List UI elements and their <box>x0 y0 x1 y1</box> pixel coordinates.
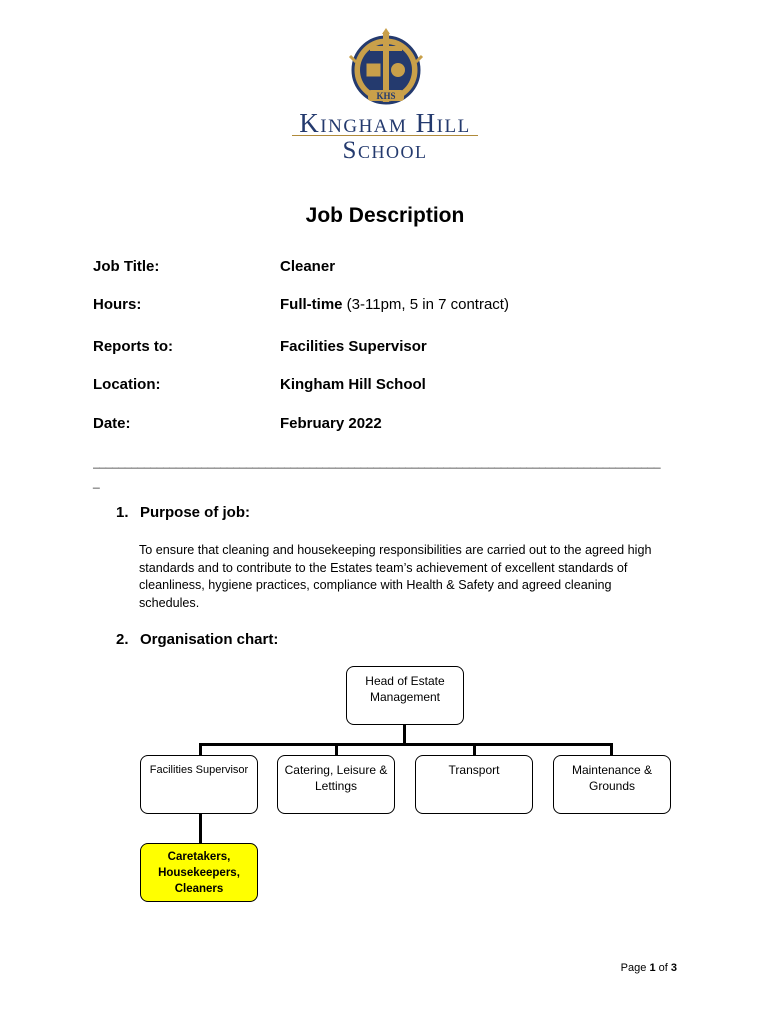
section-org-chart-heading: 2. Organisation chart: <box>116 631 279 648</box>
field-value-date: February 2022 <box>280 415 382 432</box>
org-connector <box>199 814 202 844</box>
field-label-job-title: Job Title: <box>93 258 160 275</box>
field-label-location: Location: <box>93 376 161 393</box>
separator-tail: _ <box>93 475 100 489</box>
field-value-reports-to: Facilities Supervisor <box>280 338 427 355</box>
document-title: Job Description <box>305 204 465 227</box>
field-label-date: Date: <box>93 415 131 432</box>
org-box-head-of-estate: Head of Estate Management <box>346 666 464 725</box>
school-crest-icon <box>346 28 426 108</box>
field-value-location: Kingham Hill School <box>280 376 426 393</box>
field-value-hours: Full-time (3-11pm, 5 in 7 contract) <box>280 296 509 313</box>
org-box-transport: Transport <box>415 755 533 814</box>
org-box-facilities-supervisor: Facilities Supervisor <box>140 755 258 814</box>
page-number: Page 1 of 3 <box>620 962 677 974</box>
purpose-text: To ensure that cleaning and housekeeping responsibilities are carried out to the agreed high standards and to contribute to the Estates team’s achievement of excellent standards of cleanliness, hygiene practices, compliance with Health & Safety and agreed cleaning schedules. <box>139 543 652 610</box>
org-box-caretakers: Caretakers, Housekeepers, Cleaners <box>140 843 258 902</box>
separator-line: _________________________________________________________________________________________ <box>93 455 661 469</box>
crest-letters: KHS <box>376 91 396 101</box>
logo-divider <box>292 135 478 136</box>
org-box-catering: Catering, Leisure & Lettings <box>277 755 395 814</box>
section-purpose-heading: 1. Purpose of job: <box>116 504 250 521</box>
field-label-reports-to: Reports to: <box>93 338 173 355</box>
field-value-job-title: Cleaner <box>280 258 336 275</box>
school-name-line2: School <box>342 137 428 164</box>
org-box-maintenance: Maintenance & Grounds <box>553 755 671 814</box>
org-connector <box>403 725 406 745</box>
school-name-line1: Kingham Hill <box>299 108 471 138</box>
hours-detail: (3-11pm, 5 in 7 contract) <box>342 296 509 313</box>
field-label-hours: Hours: <box>93 296 142 313</box>
org-connector <box>199 743 613 746</box>
